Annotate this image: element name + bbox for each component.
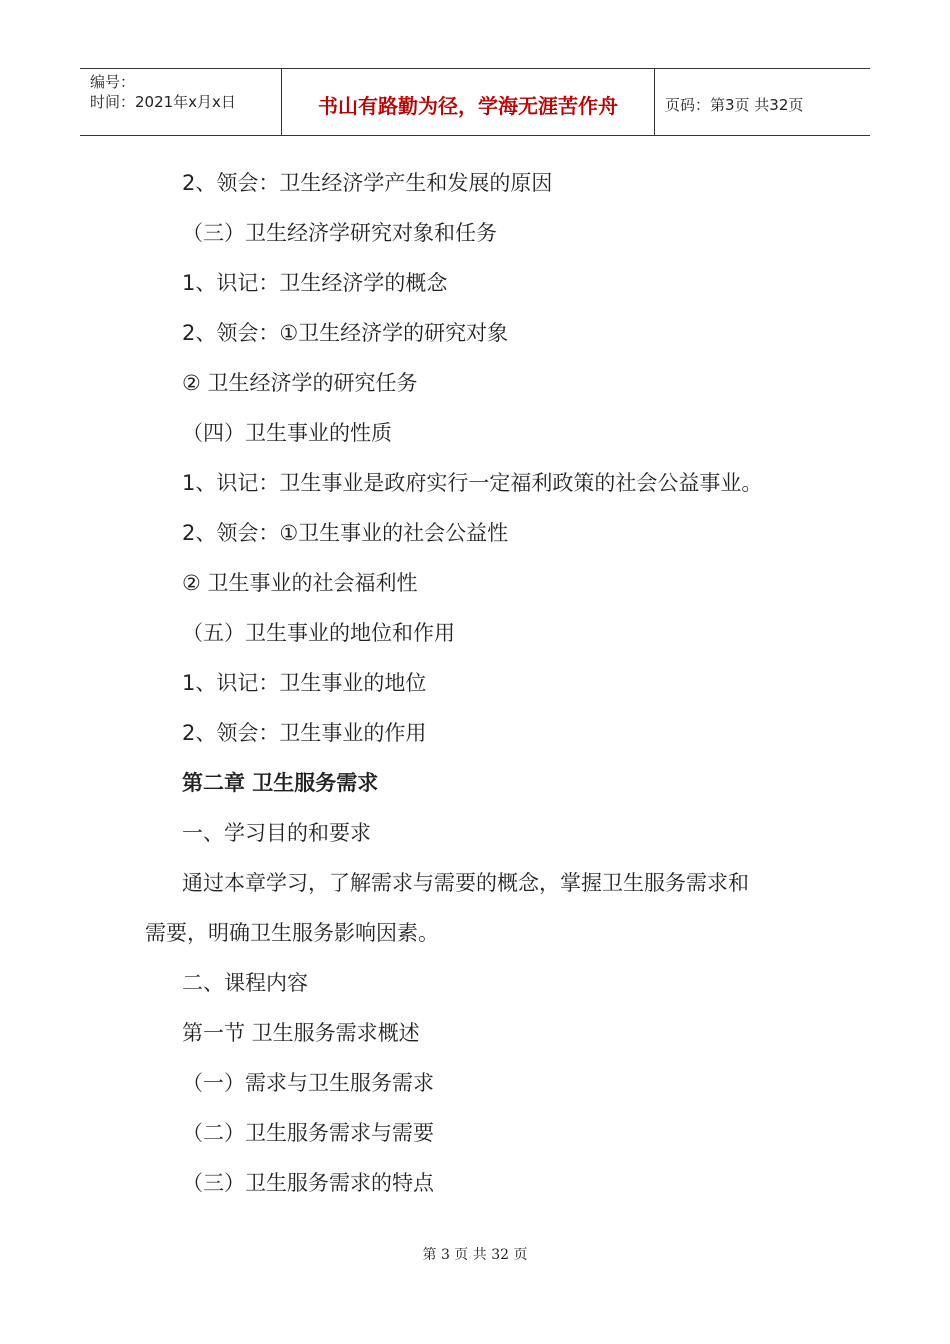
- section-heading: 二、课程内容: [182, 971, 308, 995]
- serial-number-label: 编号：: [90, 73, 136, 91]
- outline-item: （二）卫生服务需求与需要: [182, 1121, 434, 1145]
- outline-item: 2、领会：①卫生事业的社会公益性: [182, 521, 509, 545]
- outline-item: ② 卫生事业的社会福利性: [182, 571, 418, 595]
- paragraph-line: 需要，明确卫生服务影响因素。: [145, 921, 439, 945]
- outline-item: 2、领会：卫生经济学产生和发展的原因: [182, 171, 553, 195]
- outline-item: （一）需求与卫生服务需求: [182, 1071, 434, 1095]
- outline-item: 1、识记：卫生经济学的概念: [182, 271, 448, 295]
- date-label: 时间：2021年x月x日: [90, 93, 236, 111]
- section-heading: （四）卫生事业的性质: [182, 421, 392, 445]
- outline-item: ② 卫生经济学的研究任务: [182, 371, 418, 395]
- outline-item: 2、领会：卫生事业的作用: [182, 721, 427, 745]
- section-heading: （五）卫生事业的地位和作用: [182, 621, 455, 645]
- outline-item: 1、识记：卫生事业的地位: [182, 671, 427, 695]
- outline-item: 1、识记：卫生事业是政府实行一定福利政策的社会公益事业。: [182, 471, 763, 495]
- paragraph-line: 通过本章学习，了解需求与需要的概念，掌握卫生服务需求和: [182, 871, 749, 895]
- outline-item: 2、领会：①卫生经济学的研究对象: [182, 321, 509, 345]
- section-heading: 一、学习目的和要求: [182, 821, 371, 845]
- header-page-info: 页码：第3页 共32页: [665, 95, 804, 114]
- outline-item: （三）卫生服务需求的特点: [182, 1171, 434, 1195]
- page-footer: 第 3 页 共 32 页: [422, 1247, 528, 1263]
- header-motto: 书山有路勤为径，学海无涯苦作舟: [282, 69, 655, 135]
- chapter-title: 第二章 卫生服务需求: [182, 771, 379, 795]
- page-header: [80, 68, 870, 136]
- section-title: 第一节 卫生服务需求概述: [182, 1021, 420, 1045]
- header-meta-cell: [80, 69, 282, 135]
- section-heading: （三）卫生经济学研究对象和任务: [182, 221, 497, 245]
